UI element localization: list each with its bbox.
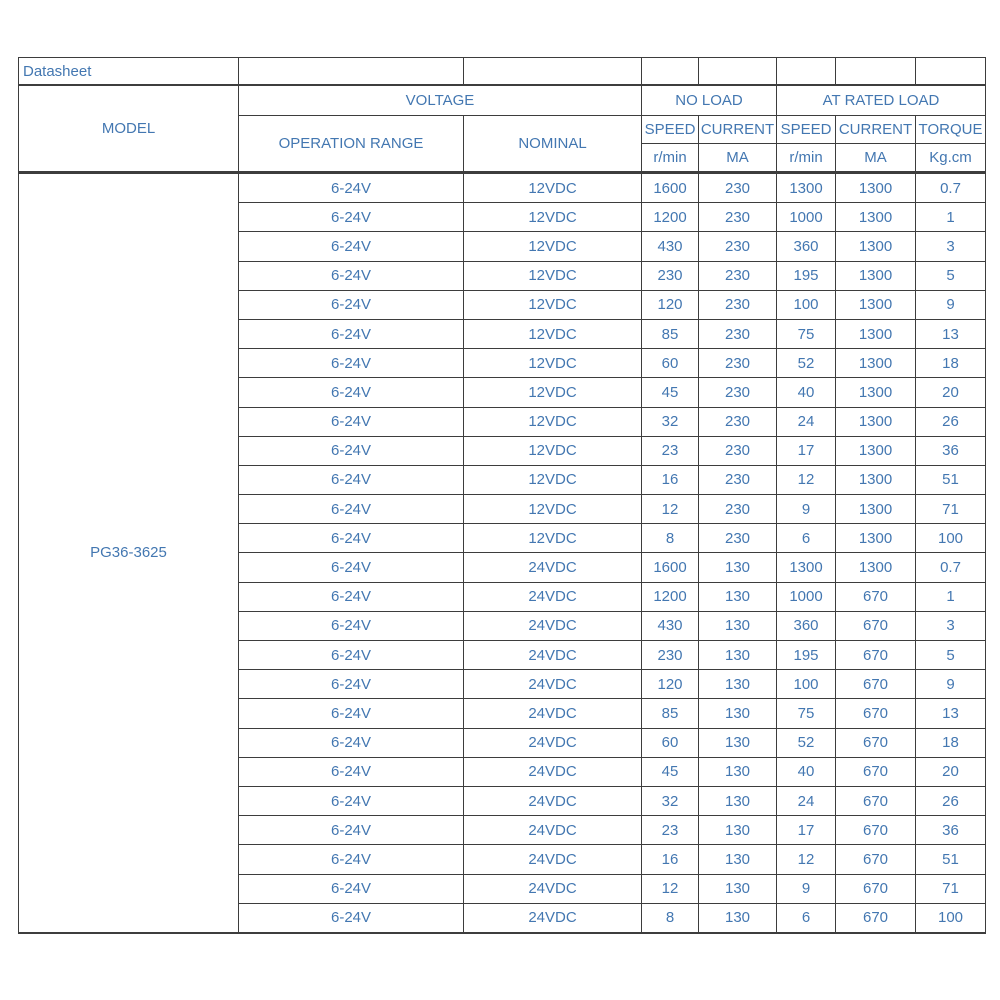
cell-rated-speed: 1000 [777, 582, 836, 611]
cell-noload-speed: 12 [642, 874, 699, 903]
header-spacer-cell [239, 58, 464, 86]
cell-operation-range: 6-24V [239, 232, 464, 261]
cell-noload-speed: 120 [642, 670, 699, 699]
cell-torque: 9 [916, 670, 986, 699]
cell-operation-range: 6-24V [239, 641, 464, 670]
cell-operation-range: 6-24V [239, 319, 464, 348]
cell-torque: 100 [916, 524, 986, 553]
cell-operation-range: 6-24V [239, 524, 464, 553]
cell-noload-current: 130 [699, 757, 777, 786]
cell-nominal: 12VDC [464, 203, 642, 232]
cell-noload-speed: 32 [642, 786, 699, 815]
cell-torque: 9 [916, 290, 986, 319]
cell-noload-speed: 12 [642, 495, 699, 524]
cell-operation-range: 6-24V [239, 465, 464, 494]
cell-nominal: 12VDC [464, 524, 642, 553]
cell-torque: 26 [916, 786, 986, 815]
cell-noload-speed: 60 [642, 728, 699, 757]
cell-noload-speed: 1200 [642, 203, 699, 232]
cell-torque: 13 [916, 319, 986, 348]
cell-rated-current: 670 [836, 786, 916, 815]
cell-noload-speed: 45 [642, 757, 699, 786]
data-rows [19, 173, 986, 933]
cell-rated-current: 1300 [836, 378, 916, 407]
cell-noload-current: 130 [699, 728, 777, 757]
cell-rated-current: 1300 [836, 495, 916, 524]
cell-operation-range: 6-24V [239, 261, 464, 290]
noload-speed-header: SPEED [642, 116, 699, 144]
cell-nominal: 24VDC [464, 786, 642, 815]
cell-rated-speed: 6 [777, 903, 836, 933]
cell-operation-range: 6-24V [239, 553, 464, 582]
cell-rated-current: 670 [836, 611, 916, 640]
cell-nominal: 24VDC [464, 670, 642, 699]
header-spacer-cell [699, 58, 777, 86]
cell-operation-range: 6-24V [239, 699, 464, 728]
cell-operation-range: 6-24V [239, 203, 464, 232]
cell-noload-speed: 85 [642, 699, 699, 728]
no-load-group-header: NO LOAD [642, 85, 777, 116]
cell-noload-speed: 85 [642, 319, 699, 348]
cell-rated-speed: 17 [777, 436, 836, 465]
cell-operation-range: 6-24V [239, 728, 464, 757]
cell-torque: 36 [916, 816, 986, 845]
cell-nominal: 24VDC [464, 641, 642, 670]
cell-rated-speed: 40 [777, 757, 836, 786]
cell-nominal: 12VDC [464, 495, 642, 524]
cell-rated-speed: 9 [777, 495, 836, 524]
cell-nominal: 24VDC [464, 845, 642, 874]
cell-nominal: 12VDC [464, 261, 642, 290]
cell-nominal: 24VDC [464, 553, 642, 582]
cell-rated-current: 670 [836, 728, 916, 757]
header-spacer-cell [836, 58, 916, 86]
cell-torque: 13 [916, 699, 986, 728]
cell-noload-speed: 16 [642, 845, 699, 874]
cell-rated-current: 670 [836, 670, 916, 699]
cell-nominal: 24VDC [464, 874, 642, 903]
cell-operation-range: 6-24V [239, 495, 464, 524]
cell-rated-current: 1300 [836, 349, 916, 378]
cell-noload-current: 230 [699, 203, 777, 232]
cell-noload-current: 230 [699, 407, 777, 436]
cell-nominal: 12VDC [464, 407, 642, 436]
cell-rated-current: 670 [836, 816, 916, 845]
cell-operation-range: 6-24V [239, 582, 464, 611]
cell-operation-range: 6-24V [239, 436, 464, 465]
torque-unit: Kg.cm [916, 144, 986, 173]
cell-torque: 71 [916, 495, 986, 524]
cell-rated-current: 670 [836, 757, 916, 786]
cell-torque: 36 [916, 436, 986, 465]
cell-rated-current: 1300 [836, 290, 916, 319]
cell-nominal: 24VDC [464, 816, 642, 845]
cell-nominal: 12VDC [464, 232, 642, 261]
cell-nominal: 24VDC [464, 611, 642, 640]
cell-noload-current: 230 [699, 495, 777, 524]
cell-noload-speed: 1600 [642, 553, 699, 582]
cell-noload-current: 130 [699, 845, 777, 874]
cell-noload-current: 130 [699, 874, 777, 903]
cell-rated-current: 1300 [836, 465, 916, 494]
cell-nominal: 12VDC [464, 436, 642, 465]
cell-noload-current: 230 [699, 232, 777, 261]
cell-noload-speed: 1600 [642, 173, 699, 203]
rated-speed-unit: r/min [777, 144, 836, 173]
cell-operation-range: 6-24V [239, 845, 464, 874]
cell-torque: 71 [916, 874, 986, 903]
cell-noload-current: 230 [699, 290, 777, 319]
cell-rated-speed: 360 [777, 232, 836, 261]
cell-torque: 20 [916, 757, 986, 786]
cell-noload-speed: 23 [642, 436, 699, 465]
header-spacer-cell [464, 58, 642, 86]
model-value-cell: PG36-3625 [19, 173, 239, 933]
cell-rated-current: 1300 [836, 203, 916, 232]
cell-nominal: 24VDC [464, 728, 642, 757]
group-header-row [19, 85, 986, 116]
cell-torque: 0.7 [916, 173, 986, 203]
cell-torque: 18 [916, 349, 986, 378]
cell-rated-current: 1300 [836, 173, 916, 203]
table-row [19, 173, 986, 203]
cell-noload-current: 230 [699, 349, 777, 378]
cell-rated-current: 670 [836, 845, 916, 874]
cell-rated-speed: 75 [777, 319, 836, 348]
cell-operation-range: 6-24V [239, 349, 464, 378]
cell-noload-speed: 8 [642, 903, 699, 933]
cell-nominal: 12VDC [464, 173, 642, 203]
cell-noload-speed: 430 [642, 232, 699, 261]
cell-rated-current: 670 [836, 874, 916, 903]
cell-noload-current: 230 [699, 319, 777, 348]
cell-noload-current: 130 [699, 816, 777, 845]
cell-operation-range: 6-24V [239, 290, 464, 319]
cell-torque: 3 [916, 611, 986, 640]
cell-noload-current: 130 [699, 641, 777, 670]
cell-rated-current: 670 [836, 582, 916, 611]
cell-noload-current: 230 [699, 173, 777, 203]
cell-operation-range: 6-24V [239, 670, 464, 699]
cell-noload-current: 130 [699, 582, 777, 611]
cell-nominal: 24VDC [464, 903, 642, 933]
cell-torque: 0.7 [916, 553, 986, 582]
cell-rated-current: 1300 [836, 553, 916, 582]
model-header: MODEL [19, 85, 239, 173]
cell-rated-current: 1300 [836, 524, 916, 553]
datasheet-table-container [18, 57, 986, 934]
cell-noload-speed: 60 [642, 349, 699, 378]
cell-noload-current: 130 [699, 611, 777, 640]
nominal-header: NOMINAL [464, 116, 642, 173]
cell-torque: 51 [916, 465, 986, 494]
datasheet-title: Datasheet [19, 58, 239, 86]
cell-rated-speed: 9 [777, 874, 836, 903]
cell-nominal: 24VDC [464, 699, 642, 728]
header-spacer-cell [777, 58, 836, 86]
cell-torque: 51 [916, 845, 986, 874]
cell-noload-speed: 16 [642, 465, 699, 494]
noload-current-unit: MA [699, 144, 777, 173]
cell-nominal: 12VDC [464, 378, 642, 407]
cell-rated-speed: 100 [777, 290, 836, 319]
cell-noload-current: 230 [699, 524, 777, 553]
cell-torque: 20 [916, 378, 986, 407]
cell-rated-current: 1300 [836, 407, 916, 436]
motor-datasheet-table [18, 57, 986, 934]
cell-operation-range: 6-24V [239, 786, 464, 815]
voltage-group-header: VOLTAGE [239, 85, 642, 116]
cell-noload-current: 130 [699, 670, 777, 699]
cell-rated-current: 1300 [836, 261, 916, 290]
cell-operation-range: 6-24V [239, 378, 464, 407]
cell-operation-range: 6-24V [239, 173, 464, 203]
cell-noload-current: 130 [699, 903, 777, 933]
cell-noload-speed: 8 [642, 524, 699, 553]
cell-operation-range: 6-24V [239, 903, 464, 933]
cell-rated-speed: 24 [777, 407, 836, 436]
cell-noload-current: 130 [699, 786, 777, 815]
rated-current-unit: MA [836, 144, 916, 173]
cell-rated-current: 1300 [836, 232, 916, 261]
cell-rated-speed: 52 [777, 349, 836, 378]
header-spacer-cell [642, 58, 699, 86]
cell-rated-speed: 12 [777, 465, 836, 494]
datasheet-title-row [19, 58, 986, 86]
cell-torque: 100 [916, 903, 986, 933]
cell-rated-speed: 1300 [777, 173, 836, 203]
rated-speed-header: SPEED [777, 116, 836, 144]
cell-noload-speed: 32 [642, 407, 699, 436]
cell-noload-current: 130 [699, 699, 777, 728]
cell-rated-speed: 17 [777, 816, 836, 845]
cell-rated-speed: 1300 [777, 553, 836, 582]
cell-torque: 18 [916, 728, 986, 757]
cell-nominal: 12VDC [464, 465, 642, 494]
cell-nominal: 24VDC [464, 582, 642, 611]
rated-current-header: CURRENT [836, 116, 916, 144]
cell-rated-speed: 12 [777, 845, 836, 874]
cell-noload-speed: 430 [642, 611, 699, 640]
cell-rated-speed: 1000 [777, 203, 836, 232]
cell-operation-range: 6-24V [239, 611, 464, 640]
cell-rated-speed: 6 [777, 524, 836, 553]
cell-noload-speed: 23 [642, 816, 699, 845]
cell-torque: 5 [916, 641, 986, 670]
cell-noload-speed: 230 [642, 261, 699, 290]
cell-torque: 1 [916, 582, 986, 611]
noload-speed-unit: r/min [642, 144, 699, 173]
cell-rated-current: 1300 [836, 436, 916, 465]
cell-noload-current: 230 [699, 465, 777, 494]
cell-torque: 1 [916, 203, 986, 232]
at-rated-load-group-header: AT RATED LOAD [777, 85, 986, 116]
noload-current-header: CURRENT [699, 116, 777, 144]
cell-operation-range: 6-24V [239, 757, 464, 786]
cell-torque: 3 [916, 232, 986, 261]
cell-rated-speed: 52 [777, 728, 836, 757]
cell-noload-speed: 230 [642, 641, 699, 670]
cell-rated-current: 670 [836, 699, 916, 728]
cell-noload-speed: 45 [642, 378, 699, 407]
cell-rated-speed: 195 [777, 641, 836, 670]
cell-torque: 26 [916, 407, 986, 436]
cell-rated-speed: 75 [777, 699, 836, 728]
cell-noload-current: 130 [699, 553, 777, 582]
cell-rated-current: 1300 [836, 319, 916, 348]
cell-operation-range: 6-24V [239, 816, 464, 845]
cell-rated-current: 670 [836, 641, 916, 670]
cell-operation-range: 6-24V [239, 407, 464, 436]
cell-nominal: 12VDC [464, 290, 642, 319]
cell-rated-speed: 360 [777, 611, 836, 640]
cell-noload-current: 230 [699, 261, 777, 290]
cell-nominal: 12VDC [464, 319, 642, 348]
torque-header: TORQUE [916, 116, 986, 144]
cell-nominal: 12VDC [464, 349, 642, 378]
cell-operation-range: 6-24V [239, 874, 464, 903]
cell-torque: 5 [916, 261, 986, 290]
cell-noload-current: 230 [699, 436, 777, 465]
cell-rated-speed: 100 [777, 670, 836, 699]
cell-rated-speed: 24 [777, 786, 836, 815]
cell-rated-current: 670 [836, 903, 916, 933]
cell-noload-current: 230 [699, 378, 777, 407]
cell-noload-speed: 120 [642, 290, 699, 319]
cell-rated-speed: 195 [777, 261, 836, 290]
operation-range-header: OPERATION RANGE [239, 116, 464, 173]
cell-rated-speed: 40 [777, 378, 836, 407]
cell-nominal: 24VDC [464, 757, 642, 786]
header-spacer-cell [916, 58, 986, 86]
table-header [19, 58, 986, 173]
cell-noload-speed: 1200 [642, 582, 699, 611]
